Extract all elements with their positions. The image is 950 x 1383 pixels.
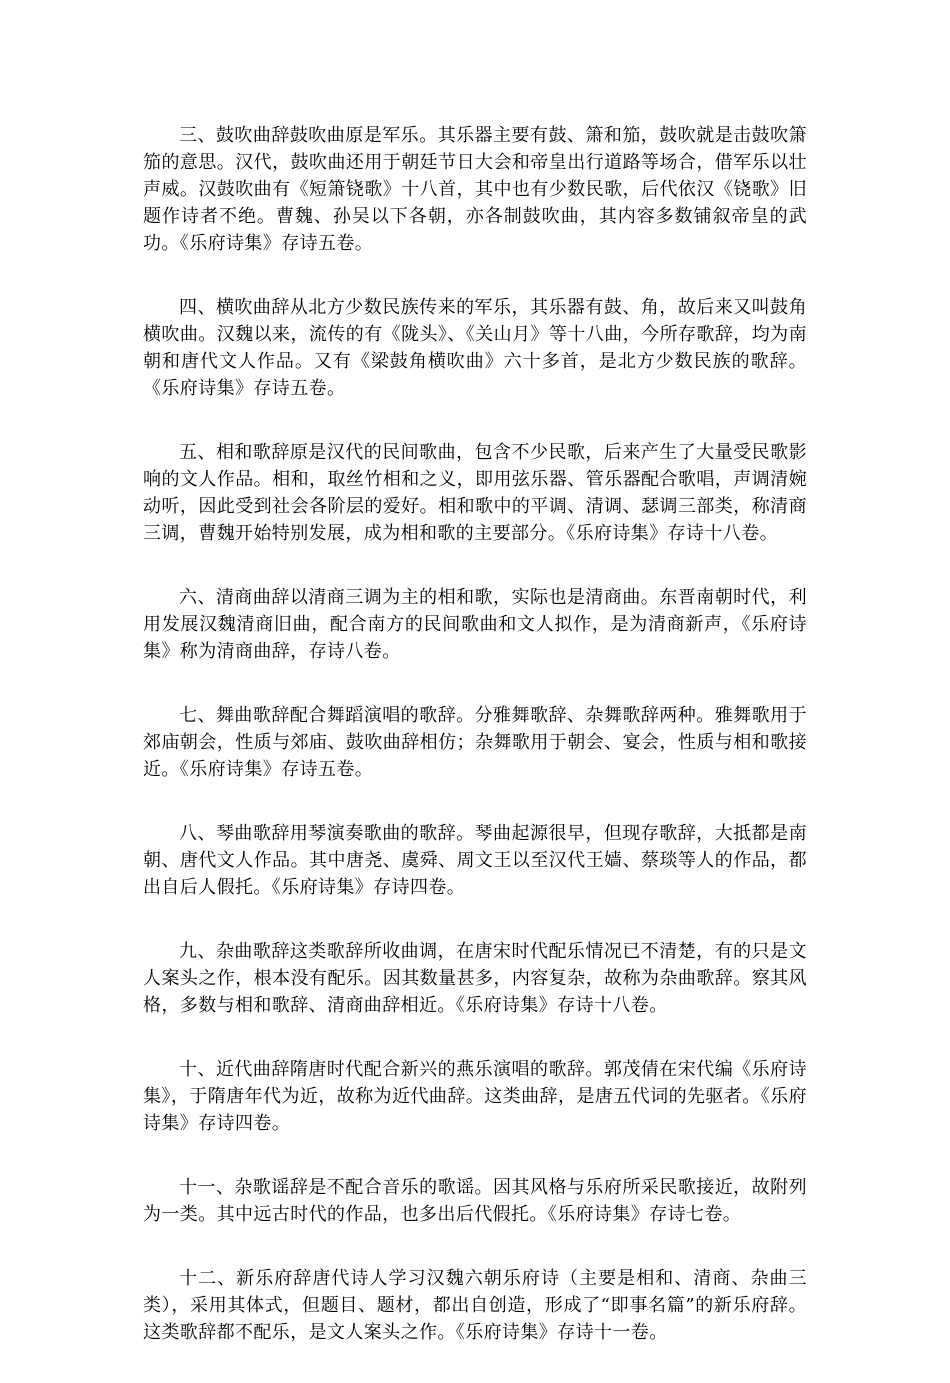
document-body — [143, 122, 807, 1383]
paragraph-drum-and-pipe-songs: 三、鼓吹曲辞鼓吹曲原是军乐。其乐器主要有鼓、箫和笳，鼓吹就是击鼓吹箫笳的意思。汉代，鼓吹曲还用于朝廷节日大会和帝皇出行道路等场合，借军乐以壮声威。汉鼓吹曲有《短箫铙歌》十八首，其中也有少数民歌，后代依汉《铙歌》旧题作诗者不绝。曹魏、孙吴以下各朝，亦各制鼓吹曲，其内容多数铺叙帝皇的武功。《乐府诗集》存诗五卷。 — [143, 125, 807, 254]
paragraph-miscellaneous-songs: 九、杂曲歌辞这类歌辞所收曲调，在唐宋时代配乐情况已不清楚，有的只是文人案头之作，根本没有配乐。因其数量甚多，内容复杂，故称为杂曲歌辞。察其风格，多数与相和歌辞、清商曲辞相近。《乐府诗集》存诗十八卷。 — [143, 941, 807, 1016]
paragraph-modern-songs: 十、近代曲辞隋唐时代配合新兴的燕乐演唱的歌辞。郭茂倩在宋代编《乐府诗集》，于隋唐年代为近，故称为近代曲辞。这类曲辞，是唐五代词的先驱者。《乐府诗集》存诗四卷。 — [143, 1059, 807, 1134]
paragraph-qingshang-songs: 六、清商曲辞以清商三调为主的相和歌，实际也是清商曲。东晋南朝时代，利用发展汉魏清商旧曲，配合南方的民间歌曲和文人拟作，是为清商新声，《乐府诗集》称为清商曲辞，存诗八卷。 — [143, 587, 807, 662]
paragraph-qin-songs: 八、琴曲歌辞用琴演奏歌曲的歌辞。琴曲起源很早，但现存歌辞，大抵都是南朝、唐代文人作品。其中唐尧、虞舜、周文王以至汉代王嫱、蔡琰等人的作品，都出自后人假托。《乐府诗集》存诗四卷。 — [143, 823, 807, 898]
paragraph-dance-songs: 七、舞曲歌辞配合舞蹈演唱的歌辞。分雅舞歌辞、杂舞歌辞两种。雅舞歌用于郊庙朝会，性质与郊庙、鼓吹曲辞相仿；杂舞歌用于朝会、宴会，性质与相和歌接近。《乐府诗集》存诗五卷。 — [143, 705, 807, 780]
paragraph-new-yuefu: 十二、新乐府辞唐代诗人学习汉魏六朝乐府诗（主要是相和、清商、杂曲三类），采用其体式，但题目、题材，都出自创造，形成了“即事名篇”的新乐府辞。这类歌辞都不配乐，是文人案头之作。《乐府诗集》存诗十一卷。 — [143, 1268, 807, 1343]
paragraph-folk-rhymes: 十一、杂歌谣辞是不配合音乐的歌谣。因其风格与乐府所采民歌接近，故附列为一类。其中远古时代的作品，也多出后代假托。《乐府诗集》存诗七卷。 — [143, 1177, 807, 1225]
paragraph-horizontal-flute-songs: 四、横吹曲辞从北方少数民族传来的军乐，其乐器有鼓、角，故后来又叫鼓角横吹曲。汉魏以来，流传的有《陇头》、《关山月》等十八曲，今所存歌辞，均为南朝和唐代文人作品。又有《梁鼓角横吹曲》六十多首，是北方少数民族的歌辞。《乐府诗集》存诗五卷。 — [143, 297, 807, 399]
paragraph-xianghe-songs: 五、相和歌辞原是汉代的民间歌曲，包含不少民歌，后来产生了大量受民歌影响的文人作品。相和，取丝竹相和之义，即用弦乐器、管乐器配合歌唱，声调清婉动听，因此受到社会各阶层的爱好。相和歌中的平调、清调、瑟调三部类，称清商三调，曹魏开始特别发展，成为相和歌的主要部分。《乐府诗集》存诗十八卷。 — [143, 442, 807, 544]
